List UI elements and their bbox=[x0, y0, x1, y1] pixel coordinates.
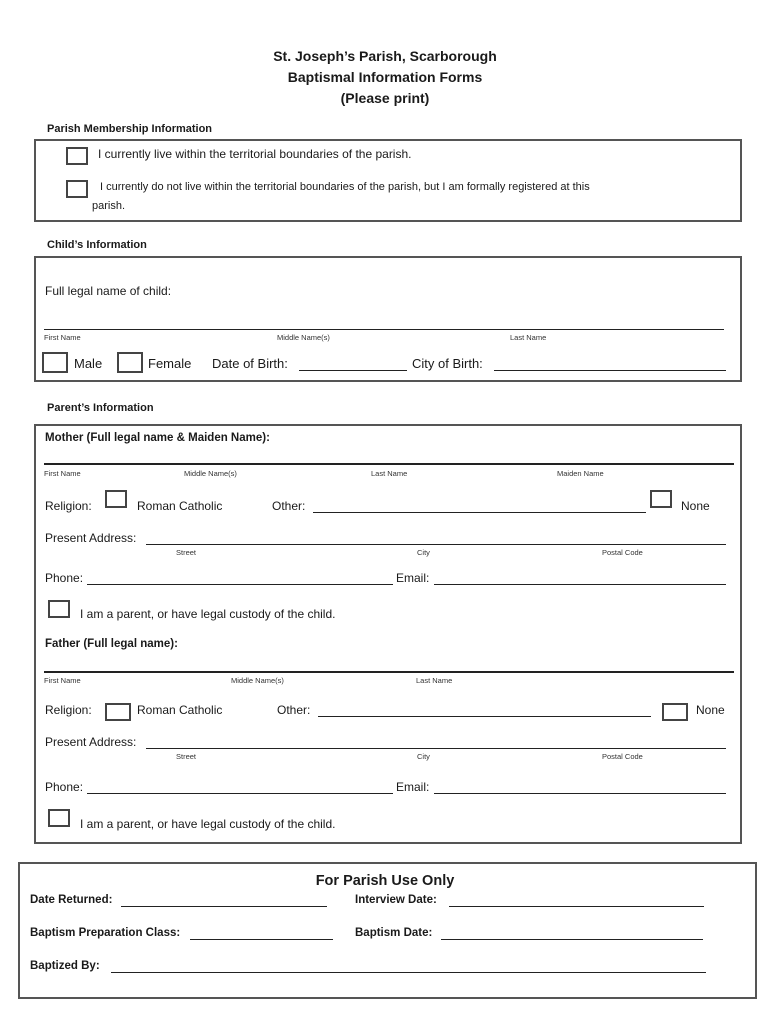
mother-phone-label: Phone: bbox=[45, 571, 84, 585]
parish-use-heading: For Parish Use Only bbox=[315, 873, 455, 889]
mother-other-religion-field[interactable] bbox=[313, 512, 646, 513]
father-other-religion-field[interactable] bbox=[318, 716, 651, 717]
father-none-label: None bbox=[696, 703, 725, 717]
date-returned-label: Date Returned: bbox=[30, 894, 113, 906]
mother-middle-name-caption: Middle Name(s) bbox=[184, 469, 237, 478]
father-address-field[interactable] bbox=[146, 748, 726, 749]
prep-class-field[interactable] bbox=[190, 939, 333, 940]
child-last-name-caption: Last Name bbox=[510, 333, 547, 342]
mother-heading: Mother (Full legal name & Maiden Name): bbox=[45, 432, 270, 444]
prep-class-label: Baptism Preparation Class: bbox=[30, 927, 181, 939]
registered-not-resident-label: I currently do not live within the territorial boundaries of the parish, but I am formally registered at this bbox=[100, 181, 590, 193]
registered-not-resident-label-cont: parish. bbox=[92, 200, 126, 212]
dob-field[interactable] bbox=[299, 370, 407, 371]
mother-address-field[interactable] bbox=[146, 544, 726, 545]
mother-roman-catholic-checkbox[interactable] bbox=[105, 490, 127, 508]
mother-custody-checkbox[interactable] bbox=[48, 600, 70, 618]
father-postal-code-caption: Postal Code bbox=[602, 752, 643, 761]
mother-last-name-caption: Last Name bbox=[371, 469, 408, 478]
father-city-caption: City bbox=[417, 752, 430, 761]
lives-within-boundaries-label: I currently live within the territorial boundaries of the parish. bbox=[98, 147, 412, 161]
male-label: Male bbox=[74, 356, 103, 371]
father-custody-label: I am a parent, or have legal custody of the child. bbox=[80, 817, 336, 831]
parents-section-label: Parent’s Information bbox=[47, 402, 154, 414]
registered-not-resident-checkbox[interactable] bbox=[66, 180, 88, 198]
mother-roman-catholic-label: Roman Catholic bbox=[137, 499, 223, 513]
mother-religion-label: Religion: bbox=[45, 499, 92, 513]
interview-date-field[interactable] bbox=[449, 906, 704, 907]
parish-name: St. Joseph’s Parish, Scarborough bbox=[273, 48, 497, 64]
child-first-name-caption: First Name bbox=[44, 333, 81, 342]
form-name: Baptismal Information Forms bbox=[287, 69, 483, 85]
father-email-field[interactable] bbox=[434, 793, 726, 794]
father-custody-checkbox[interactable] bbox=[48, 809, 70, 827]
form-title bbox=[0, 46, 770, 109]
mother-street-caption: Street bbox=[176, 548, 197, 557]
child-section-label: Child’s Information bbox=[47, 239, 147, 251]
mother-postal-code-caption: Postal Code bbox=[602, 548, 643, 557]
mother-name-field[interactable] bbox=[44, 463, 734, 465]
baptism-date-field[interactable] bbox=[441, 939, 703, 940]
father-roman-catholic-label: Roman Catholic bbox=[137, 703, 223, 717]
father-street-caption: Street bbox=[176, 752, 197, 761]
father-middle-name-caption: Middle Name(s) bbox=[231, 676, 284, 685]
father-phone-label: Phone: bbox=[45, 780, 84, 794]
mother-address-label: Present Address: bbox=[45, 531, 137, 545]
mother-phone-field[interactable] bbox=[87, 584, 393, 585]
father-phone-field[interactable] bbox=[87, 793, 393, 794]
parents-box bbox=[34, 424, 742, 844]
mother-first-name-caption: First Name bbox=[44, 469, 81, 478]
child-full-name-label: Full legal name of child: bbox=[45, 284, 172, 298]
print-instruction: (Please print) bbox=[340, 90, 430, 106]
lives-within-boundaries-checkbox[interactable] bbox=[66, 147, 88, 165]
city-of-birth-label: City of Birth: bbox=[412, 356, 483, 371]
female-checkbox[interactable] bbox=[117, 352, 143, 373]
father-religion-label: Religion: bbox=[45, 703, 92, 717]
father-heading: Father (Full legal name): bbox=[45, 638, 178, 650]
child-middle-name-caption: Middle Name(s) bbox=[277, 333, 330, 342]
mother-custody-label: I am a parent, or have legal custody of the child. bbox=[80, 607, 336, 621]
female-label: Female bbox=[148, 356, 192, 371]
father-email-label: Email: bbox=[396, 780, 430, 794]
father-roman-catholic-checkbox[interactable] bbox=[105, 703, 131, 721]
father-last-name-caption: Last Name bbox=[416, 676, 453, 685]
mother-email-field[interactable] bbox=[434, 584, 726, 585]
membership-section-label: Parish Membership Information bbox=[47, 123, 213, 135]
mother-email-label: Email: bbox=[396, 571, 430, 585]
father-other-label: Other: bbox=[277, 703, 311, 717]
baptized-by-label: Baptized By: bbox=[30, 960, 100, 972]
city-of-birth-field[interactable] bbox=[494, 370, 726, 371]
male-checkbox[interactable] bbox=[42, 352, 68, 373]
father-none-checkbox[interactable] bbox=[662, 703, 688, 721]
mother-none-checkbox[interactable] bbox=[650, 490, 672, 508]
child-name-field[interactable] bbox=[44, 329, 724, 330]
dob-label: Date of Birth: bbox=[212, 356, 288, 371]
father-name-field[interactable] bbox=[44, 671, 734, 673]
father-first-name-caption: First Name bbox=[44, 676, 81, 685]
mother-city-caption: City bbox=[417, 548, 430, 557]
mother-other-label: Other: bbox=[272, 499, 306, 513]
interview-date-label: Interview Date: bbox=[355, 894, 437, 906]
father-address-label: Present Address: bbox=[45, 735, 137, 749]
mother-none-label: None bbox=[681, 499, 710, 513]
baptism-date-label: Baptism Date: bbox=[355, 927, 433, 939]
baptized-by-field[interactable] bbox=[111, 972, 706, 973]
date-returned-field[interactable] bbox=[121, 906, 327, 907]
mother-maiden-name-caption: Maiden Name bbox=[557, 469, 604, 478]
